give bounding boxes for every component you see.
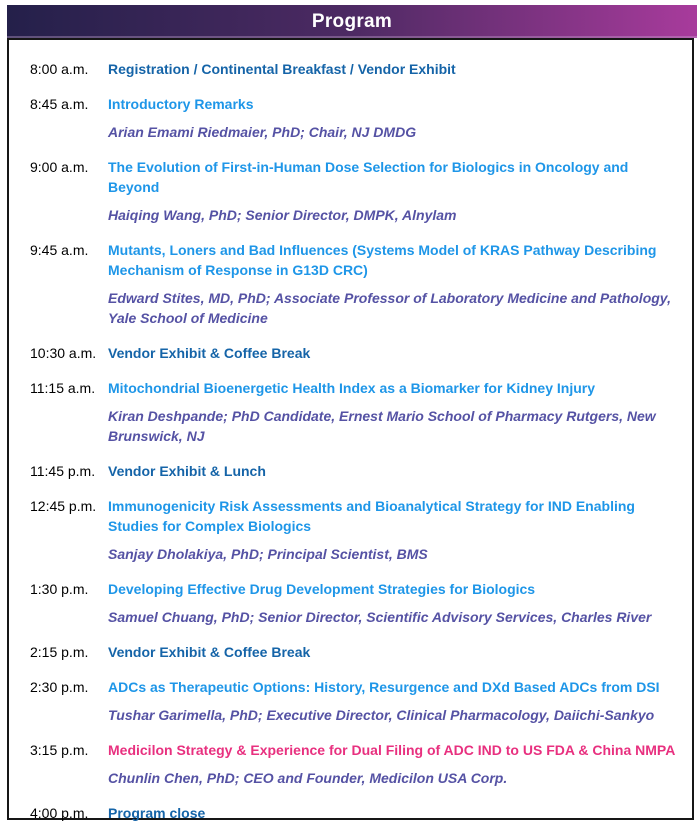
entry-time: 10:30 a.m. bbox=[30, 345, 97, 361]
schedule-entry bbox=[30, 94, 682, 142]
schedule-entry bbox=[30, 157, 682, 225]
entry-time: 12:45 p.m. bbox=[30, 498, 97, 514]
entry-title: ADCs as Therapeutic Options: History, Resurgence and DXd Based ADCs from DSI bbox=[108, 679, 660, 695]
entry-speaker: Edward Stites, MD, PhD; Associate Professor of Laboratory Medicine and Pathology, Yale School of Medicine bbox=[108, 290, 671, 326]
entry-speaker: Kiran Deshpande; PhD Candidate, Ernest Mario School of Pharmacy Rutgers, New Brunswick, NJ bbox=[108, 408, 656, 444]
entry-title: Immunogenicity Risk Assessments and Bioanalytical Strategy for IND Enabling Studies for Complex Biologics bbox=[108, 498, 635, 534]
entry-time: 8:45 a.m. bbox=[30, 96, 89, 112]
schedule-entry bbox=[30, 461, 682, 481]
entry-time: 9:00 a.m. bbox=[30, 159, 89, 175]
entry-time: 11:45 p.m. bbox=[30, 463, 96, 479]
entry-details bbox=[108, 59, 680, 79]
entry-title: Mitochondrial Bioenergetic Health Index as a Biomarker for Kidney Injury bbox=[108, 380, 595, 396]
schedule-entry bbox=[30, 740, 682, 788]
entry-details bbox=[108, 496, 680, 564]
entry-title: Mutants, Loners and Bad Influences (Systems Model of KRAS Pathway Describing Mechanism of Response in G13D CRC) bbox=[108, 242, 657, 278]
entry-time: 1:30 p.m. bbox=[30, 581, 89, 597]
schedule-entry bbox=[30, 579, 682, 627]
entry-time: 3:15 p.m. bbox=[30, 742, 89, 758]
schedule-entry bbox=[30, 642, 682, 662]
entry-details bbox=[108, 240, 680, 328]
schedule-entry bbox=[30, 343, 682, 363]
entry-title: Vendor Exhibit & Lunch bbox=[108, 463, 266, 479]
entry-speaker: Sanjay Dholakiya, PhD; Principal Scientist, BMS bbox=[108, 546, 428, 562]
entry-speaker: Haiqing Wang, PhD; Senior Director, DMPK, Alnylam bbox=[108, 207, 457, 223]
entry-time: 2:30 p.m. bbox=[30, 679, 89, 695]
entry-details bbox=[108, 642, 680, 662]
schedule-entry bbox=[30, 803, 682, 823]
schedule-entry bbox=[30, 677, 682, 725]
entry-speaker: Chunlin Chen, PhD; CEO and Founder, Medicilon USA Corp. bbox=[108, 770, 508, 786]
entry-details bbox=[108, 803, 680, 823]
entry-title: Registration / Continental Breakfast / Vendor Exhibit bbox=[108, 61, 456, 77]
entry-time: 11:15 a.m. bbox=[30, 380, 96, 396]
entry-title: Program close bbox=[108, 805, 206, 821]
entry-speaker: Tushar Garimella, PhD; Executive Director, Clinical Pharmacology, Daiichi-Sankyo bbox=[108, 707, 655, 723]
schedule-entry bbox=[30, 240, 682, 328]
entry-time: 4:00 p.m. bbox=[30, 805, 89, 821]
entry-speaker: Arian Emami Riedmaier, PhD; Chair, NJ DMDG bbox=[108, 124, 417, 140]
entry-title: Introductory Remarks bbox=[108, 96, 254, 112]
entry-details bbox=[108, 677, 680, 725]
entry-time: 8:00 a.m. bbox=[30, 61, 89, 77]
entry-title: Vendor Exhibit & Coffee Break bbox=[108, 345, 311, 361]
entry-details bbox=[108, 378, 680, 446]
entry-details bbox=[108, 461, 680, 481]
entry-details bbox=[108, 157, 680, 225]
schedule-entry bbox=[30, 496, 682, 564]
entry-title: Medicilon Strategy & Experience for Dual Filing of ADC IND to US FDA & China NMPA bbox=[108, 742, 676, 758]
entry-details bbox=[108, 94, 680, 142]
schedule-panel bbox=[7, 38, 694, 820]
page-title: Program bbox=[311, 10, 393, 32]
schedule-entry bbox=[30, 59, 682, 79]
entry-details bbox=[108, 343, 680, 363]
entry-title: The Evolution of First-in-Human Dose Selection for Biologics in Oncology and Beyond bbox=[108, 159, 629, 195]
program-header-banner bbox=[7, 5, 697, 38]
entry-speaker: Samuel Chuang, PhD; Senior Director, Scientific Advisory Services, Charles River bbox=[108, 609, 652, 625]
entry-title: Vendor Exhibit & Coffee Break bbox=[108, 644, 311, 660]
entry-time: 2:15 p.m. bbox=[30, 644, 89, 660]
entry-title: Developing Effective Drug Development Strategies for Biologics bbox=[108, 581, 536, 597]
schedule-entry bbox=[30, 378, 682, 446]
schedule-list bbox=[30, 59, 682, 823]
entry-details bbox=[108, 740, 680, 788]
entry-time: 9:45 a.m. bbox=[30, 242, 89, 258]
entry-details bbox=[108, 579, 680, 627]
